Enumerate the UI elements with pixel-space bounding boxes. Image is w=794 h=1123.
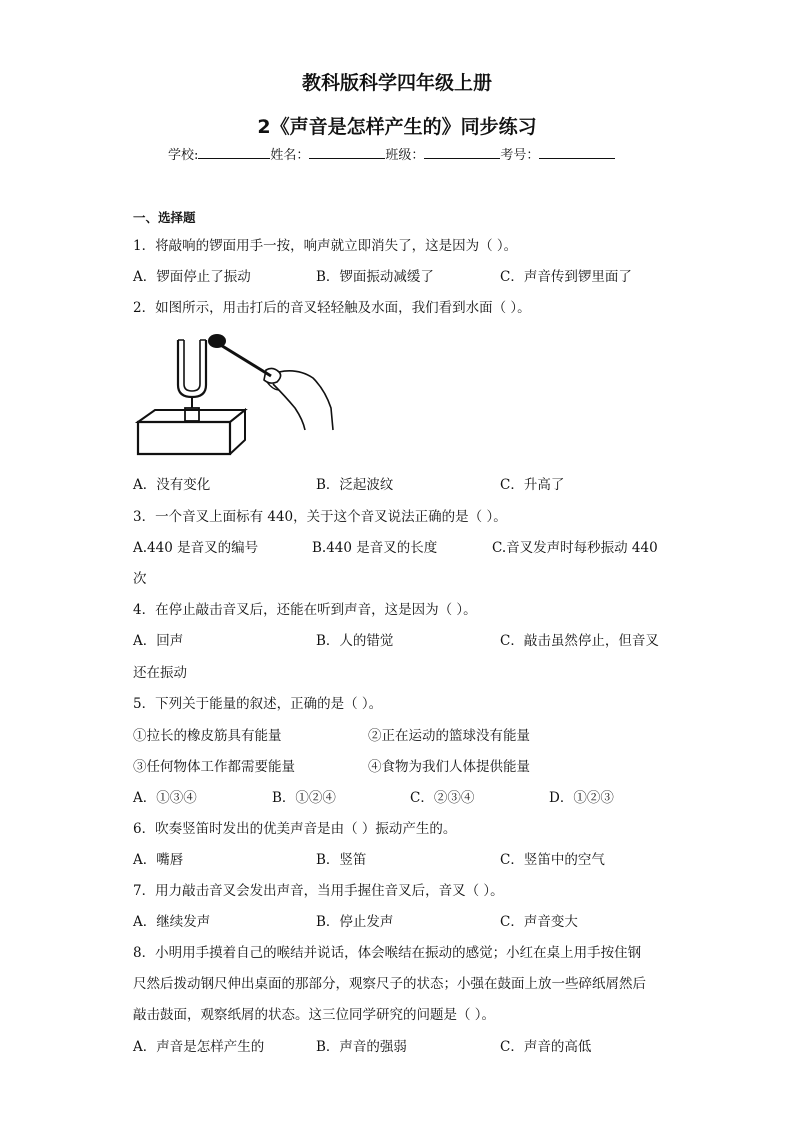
fork-inner <box>184 340 200 391</box>
name-blank[interactable] <box>309 145 385 159</box>
q3-option-b: B.440 是音叉的长度 <box>312 540 438 556</box>
q3-option-c: C.音叉发声时每秒振动 440 <box>492 540 658 556</box>
wrist <box>273 384 305 430</box>
block-front <box>138 422 230 454</box>
q3-option-c-continued: 次 <box>133 571 147 587</box>
class-blank[interactable] <box>424 145 500 159</box>
q2-option-c: C．升高了 <box>500 477 565 493</box>
q2-option-b: B．泛起波纹 <box>316 477 394 493</box>
hand-back <box>279 371 333 430</box>
question-8-stem-line-2: 尺然后拨动钢尺伸出桌面的那部分，观察尺子的状态；小强在鼓面上放一些碎纸屑然后 <box>133 976 646 992</box>
exam-no-label: 考号： <box>500 148 540 163</box>
question-3-stem: 3．一个音叉上面标有 440，关于这个音叉说法正确的是（ ）。 <box>133 509 507 525</box>
q5-statement-3: ③任何物体工作都需要能量 <box>133 759 295 775</box>
q5-option-a: A．①③④ <box>133 790 197 806</box>
hand-fist <box>264 368 281 383</box>
q7-option-c: C．声音变大 <box>500 914 578 930</box>
q4-option-c-continued: 还在振动 <box>133 665 187 681</box>
question-1-stem: 1．将敲响的锣面用手一按，响声就立即消失了，这是因为（ ）。 <box>133 238 518 254</box>
name-label: 姓名： <box>270 148 310 163</box>
question-8-stem-line-3: 敲击鼓面，观察纸屑的状态。这三位同学研究的问题是（ ）。 <box>133 1007 496 1023</box>
mallet-handle <box>219 344 271 376</box>
q7-option-a: A．继续发声 <box>133 914 211 930</box>
question-8-stem-line-1: 8．小明用手摸着自己的喉结并说话，体会喉结在振动的感觉；小红在桌上用手按住钢 <box>133 945 642 961</box>
question-4-stem: 4．在停止敲击音叉后，还能在听到声音，这是因为（ ）。 <box>133 602 477 618</box>
q6-option-c: C．竖笛中的空气 <box>500 852 605 868</box>
q1-option-a: A．锣面停止了振动 <box>133 269 251 285</box>
q1-option-c: C．声音传到锣里面了 <box>500 269 632 285</box>
question-7-stem: 7．用力敲击音叉会发出声音，当用手握住音叉后，音叉（ ）。 <box>133 883 504 899</box>
student-info-line <box>168 144 615 163</box>
q5-option-b: B．①②④ <box>272 790 336 806</box>
q5-option-d: D．①②③ <box>549 790 614 806</box>
question-6-stem: 6．吹奏竖笛时发出的优美声音是由（ ）振动产生的。 <box>133 821 457 837</box>
q3-option-a: A.440 是音叉的编号 <box>133 540 259 556</box>
q6-option-b: B．竖笛 <box>316 852 367 868</box>
q4-option-a: A．回声 <box>133 633 184 649</box>
tuning-fork-figure <box>133 330 338 460</box>
question-2-stem: 2．如图所示，用击打后的音叉轻轻触及水面，我们看到水面（ ）。 <box>133 300 531 316</box>
q8-option-b: B．声音的强弱 <box>316 1039 407 1055</box>
q5-statement-1: ①拉长的橡皮筋具有能量 <box>133 728 282 744</box>
document-title: 教科版科学四年级上册 <box>301 72 492 94</box>
class-label: 班级： <box>385 148 425 163</box>
q7-option-b: B．停止发声 <box>316 914 394 930</box>
q1-option-b: B．锣面振动减缓了 <box>316 269 434 285</box>
q4-option-b: B．人的错觉 <box>316 633 394 649</box>
q6-option-a: A．嘴唇 <box>133 852 184 868</box>
exam-no-blank[interactable] <box>539 145 615 159</box>
q8-option-a: A．声音是怎样产生的 <box>133 1039 265 1055</box>
q8-option-c: C．声音的高低 <box>500 1039 592 1055</box>
document-subtitle: 2《声音是怎样产生的》同步练习 <box>257 116 537 138</box>
school-blank[interactable] <box>198 145 270 159</box>
block-side <box>230 410 245 454</box>
q5-statement-4: ④食物为我们人体提供能量 <box>368 759 530 775</box>
q5-option-c: C．②③④ <box>410 790 475 806</box>
q2-option-a: A．没有变化 <box>133 477 211 493</box>
section-title: 一、选择题 <box>133 210 196 225</box>
question-5-stem: 5．下列关于能量的叙述，正确的是（ ）。 <box>133 696 383 712</box>
school-label: 学校: <box>168 148 199 163</box>
fork-outer <box>178 340 206 397</box>
q5-statement-2: ②正在运动的篮球没有能量 <box>368 728 530 744</box>
q4-option-c: C．敲击虽然停止，但音叉 <box>500 633 659 649</box>
